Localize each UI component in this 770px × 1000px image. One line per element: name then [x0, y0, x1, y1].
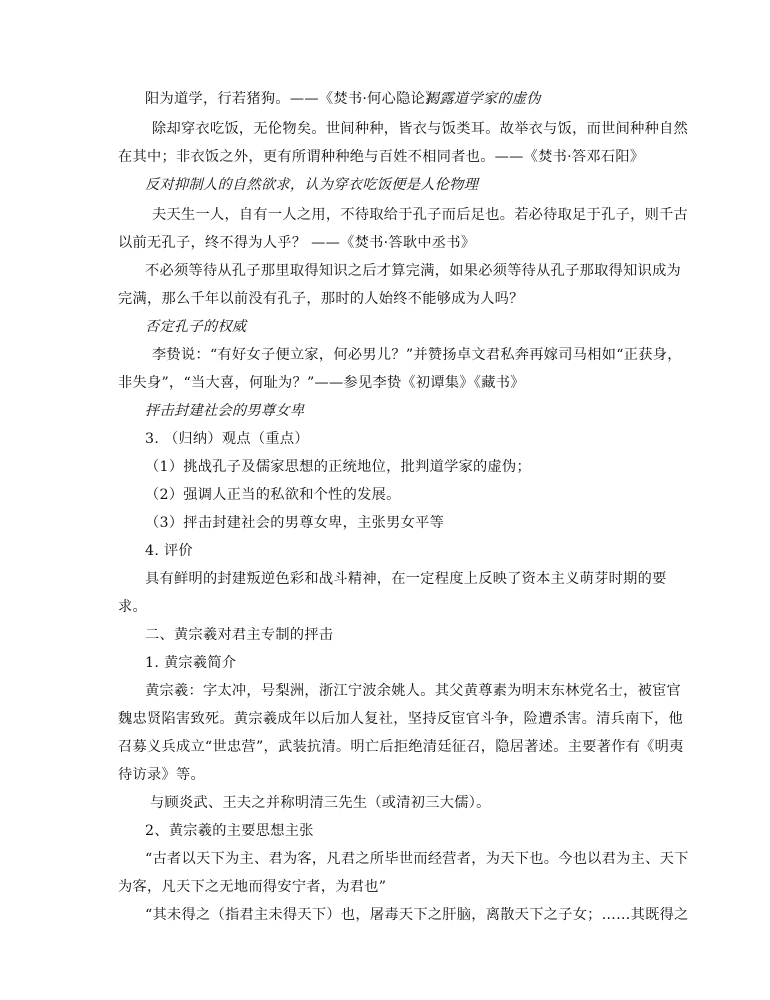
section-heading: 3. （归纳）观点（重点） [145, 431, 309, 447]
list-item: （2）强调人正当的私欲和个性的发展。 [145, 487, 401, 503]
quote-line: 在其中；非衣饭之外，更有所谓种种绝与百姓不相同者也。——《焚书·答邓石阳》 [118, 149, 645, 165]
quote-line: 李贽说：“有好女子便立家，何必男儿？”并赞扬卓文君私奔再嫁司马相如“正获身， [152, 347, 682, 363]
list-item: （3）抨击封建社会的男尊女卑，主张男女平等 [145, 515, 445, 531]
paragraph-line: 黄宗羲：字太冲，号梨洲，浙江宁波余姚人。其父黄尊素为明末东林党名士，被宦官 [145, 683, 682, 699]
quote-line: 以前无孔子，终不得为人乎？ ——《焚书·答耿中丞书》 [118, 235, 476, 251]
paragraph-line: 魏忠贤陷害致死。黄宗羲成年以后加人复社，坚持反宦官斗争，险遭杀害。清兵南下，他 [118, 711, 684, 727]
quote-line: 除却穿衣吃饭，无伦物矣。世间种种，皆衣与饭类耳。故举衣与饭，而世间种种自然 [152, 121, 689, 137]
quote-line: 非失身”，“当大喜，何耻为？”——参见李贽《初谭集》《藏书》 [118, 375, 525, 391]
annotation-line: 否定孔子的权威 [145, 319, 247, 335]
annotation-line: 抨击封建社会的男尊女卑 [145, 403, 305, 419]
quote-line: “古者以天下为主、君为客，凡君之所毕世而经营者，为天下也。今也以君为主、天下 [145, 851, 689, 867]
section-heading: 1. 黄宗羲简介 [145, 655, 237, 671]
paragraph-line: 待访录》等。 [118, 767, 205, 783]
list-item: （1）挑战孔子及儒家思想的正统地位，批判道学家的虚伪； [145, 459, 532, 475]
paragraph-line: 不必须等待从孔子那里取得知识之后才算完满，如果必须等待从孔子那取得知识成为 [145, 263, 682, 279]
quote-line: 阳为道学，行若猪狗。——《焚书·何心隐论》 [145, 91, 440, 107]
quote-line: 为客，凡天下之无地而得安宁者，为君也” [118, 879, 387, 895]
paragraph-line: 完满，那么千年以前没有孔子，那时的人始终不能够成为人吗？ [118, 291, 524, 307]
paragraph-line: 召募义兵成立“世忠营”，武装抗清。明亡后拒绝清廷征召，隐居著述。主要著作有《明夷 [118, 739, 684, 755]
section-heading: 4. 评价 [145, 543, 193, 559]
annotation-line: 揭露道学家的虚伪 [425, 91, 541, 107]
quote-line: 夫天生一人，自有一人之用，不待取给于孔子而后足也。若必待取足于孔子，则千古 [152, 207, 689, 223]
annotation-line: 反对抑制人的自然欲求，认为穿衣吃饭便是人伦物理 [145, 177, 479, 193]
paragraph-line: 求。 [118, 599, 147, 615]
paragraph-line: 与顾炎武、王夫之并称明清三先生（或清初三大儒）。 [150, 795, 491, 811]
chapter-heading: 二、黄宗羲对君主专制的抨击 [145, 627, 334, 643]
paragraph-line: 具有鲜明的封建叛逆色彩和战斗精神，在一定程度上反映了资本主义萌芽时期的要 [145, 571, 667, 587]
quote-line: “其未得之（指君主未得天下）也，屠毒天下之肝脑，离散天下之子女；……其既得之 [145, 907, 689, 923]
section-heading: 2、黄宗羲的主要思想主张 [145, 823, 314, 839]
